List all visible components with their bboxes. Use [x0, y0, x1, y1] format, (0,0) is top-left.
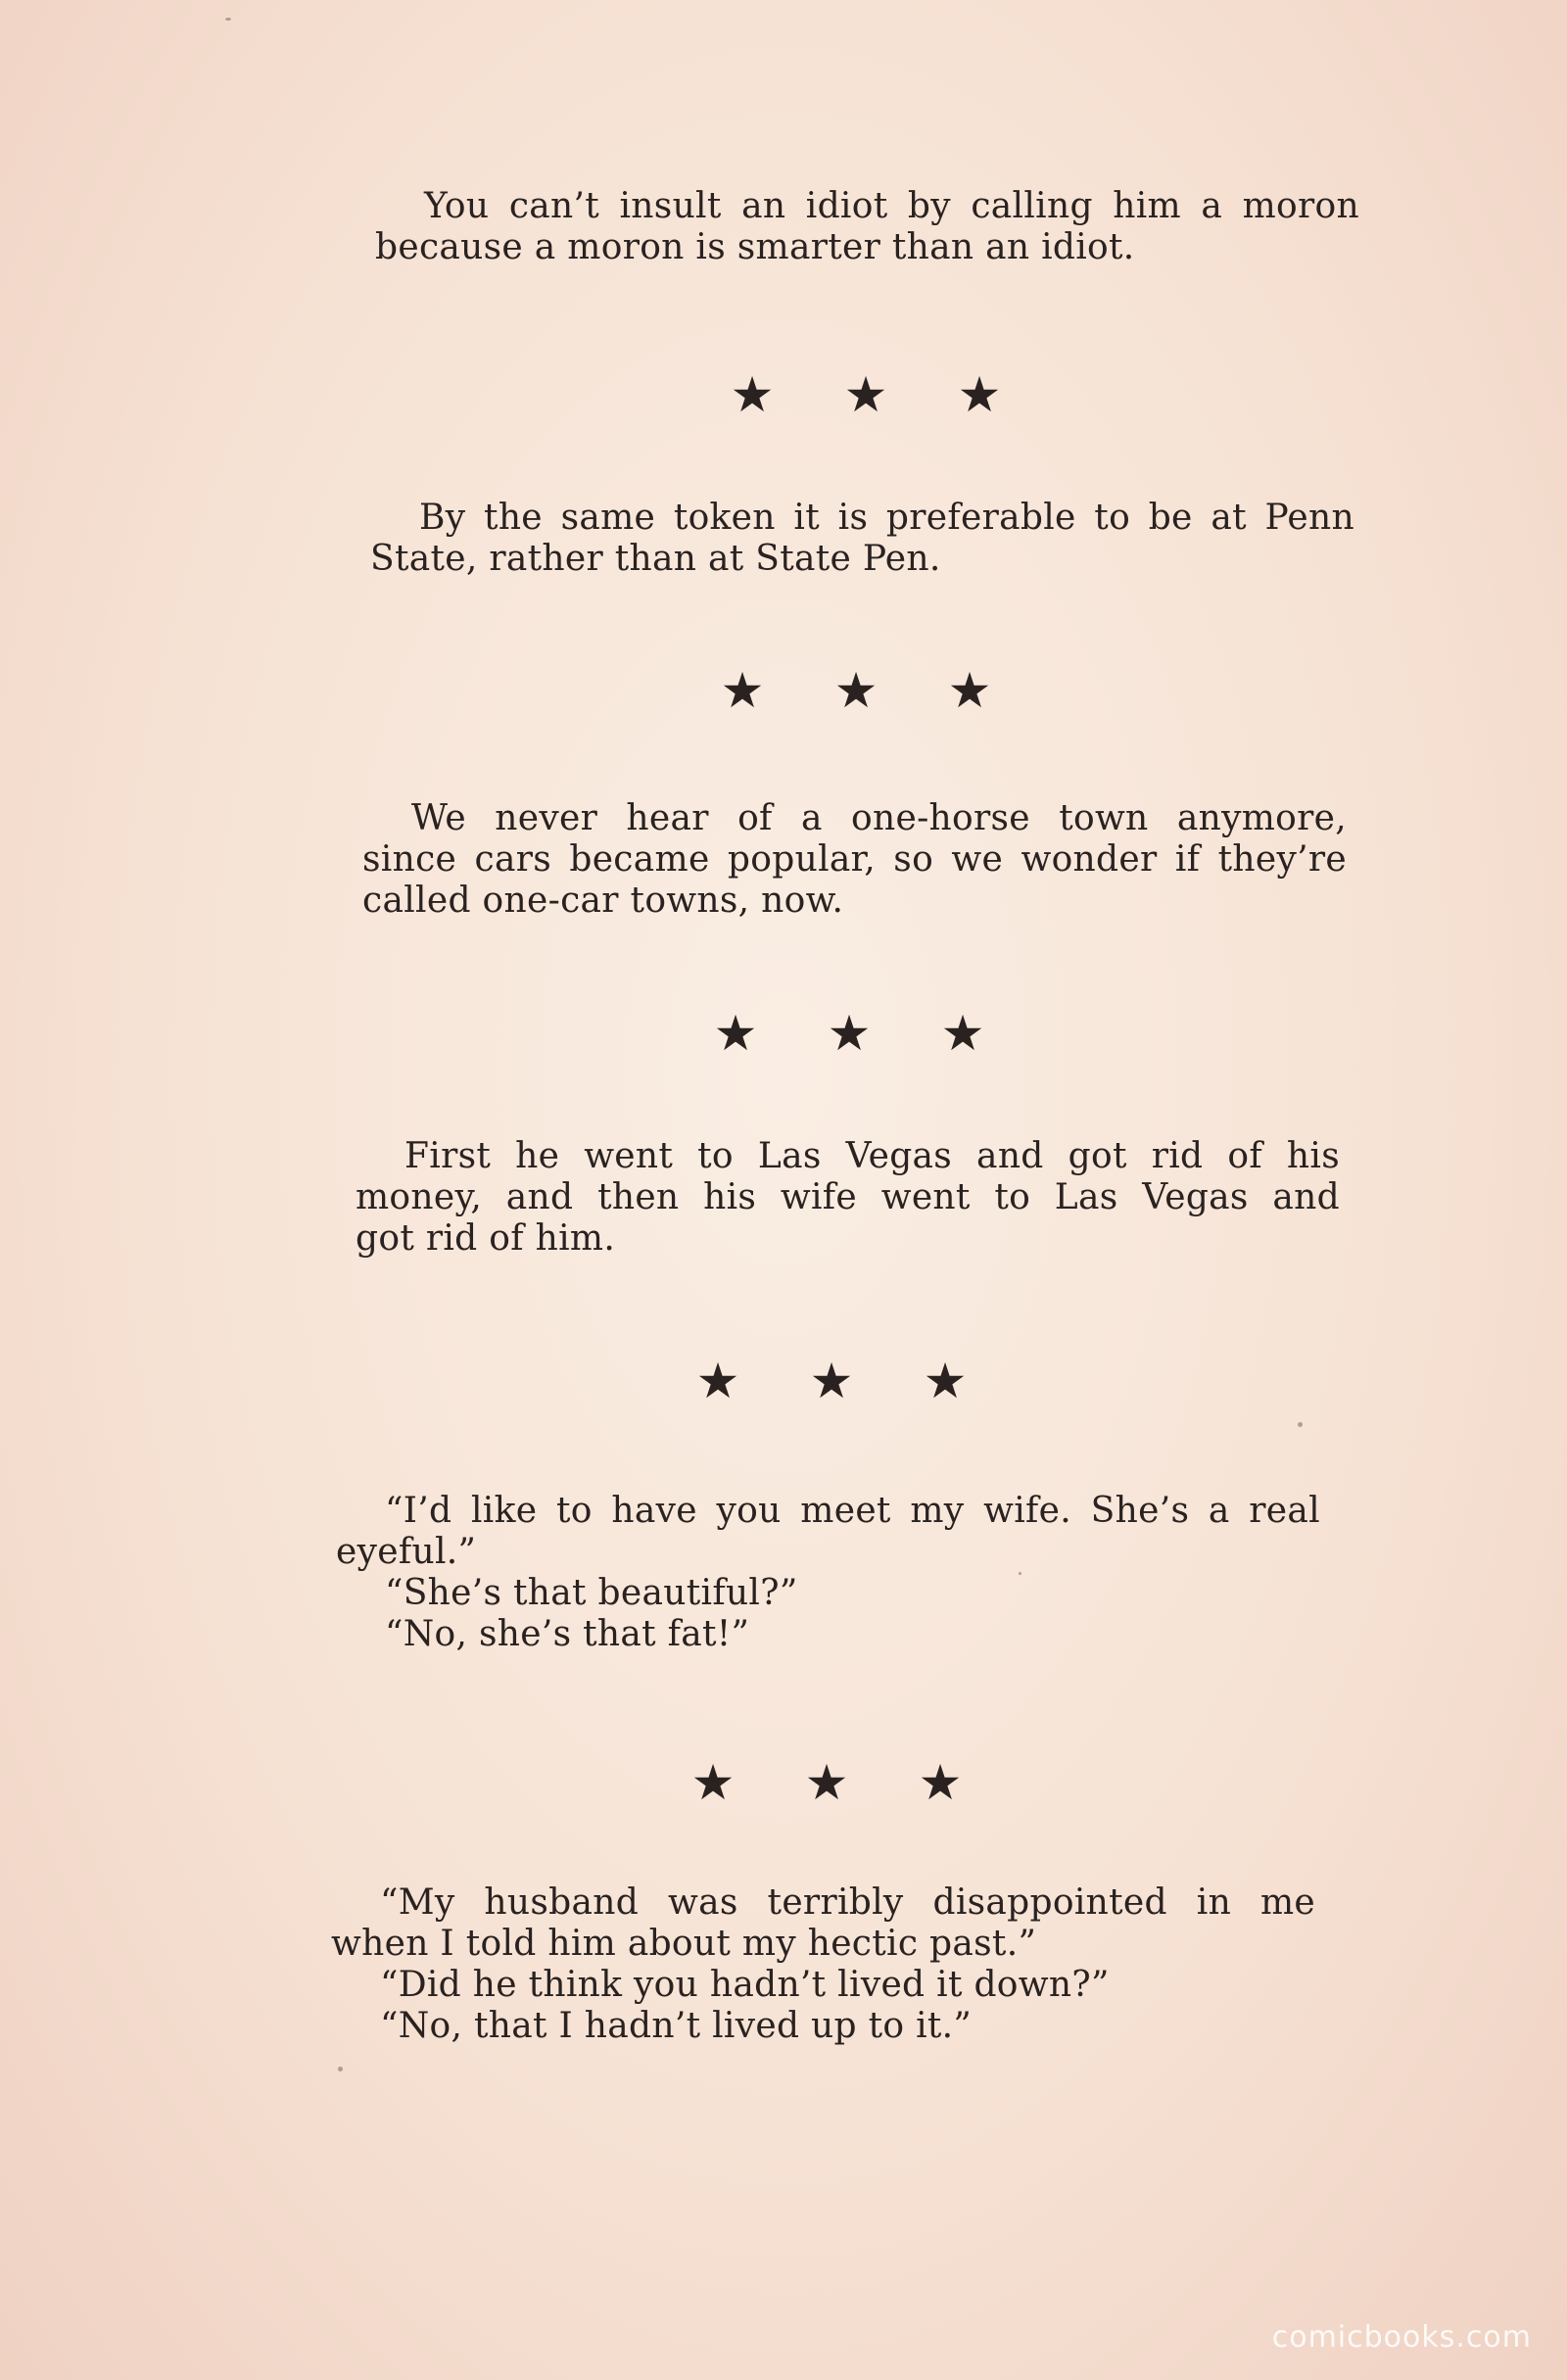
joke-line: We never hear of a one-horse town anymore,	[411, 798, 1347, 838]
joke-line: “She’s that beautiful?”	[385, 1573, 798, 1613]
joke-6	[331, 1882, 1315, 2047]
star-icon: ★	[833, 662, 878, 719]
joke-2	[370, 498, 1354, 580]
joke-line: “My husband was terribly disappointed in me	[380, 1882, 1315, 1923]
star-icon: ★	[690, 1754, 736, 1811]
joke-line: “Did he think you hadn’t lived it down?”	[380, 1965, 1110, 2005]
star-separator	[686, 662, 1026, 719]
star-icon: ★	[720, 662, 765, 719]
star-separator	[679, 1005, 1020, 1062]
joke-line: called one-car towns, now.	[362, 881, 844, 921]
paper-speck	[1298, 1422, 1303, 1427]
joke-line: State, rather than at State Pen.	[370, 539, 941, 579]
watermark: comicbooks.com	[1271, 2320, 1532, 2355]
joke-line: “I’d like to have you meet my wife. She’s a real	[385, 1491, 1320, 1531]
star-separator	[656, 1754, 997, 1811]
joke-3	[362, 798, 1347, 922]
joke-line: eyeful.”	[336, 1532, 477, 1572]
joke-1	[375, 186, 1359, 268]
joke-line: “No, she’s that fat!”	[385, 1614, 750, 1654]
star-separator	[661, 1353, 1002, 1409]
joke-line: when I told him about my hectic past.”	[331, 1924, 1037, 1964]
star-icon: ★	[713, 1005, 758, 1062]
star-icon: ★	[957, 366, 1002, 423]
joke-5	[336, 1491, 1320, 1655]
paper-speck	[225, 18, 231, 21]
star-icon: ★	[804, 1754, 849, 1811]
joke-line: By the same token it is preferable to be at Penn	[419, 498, 1354, 538]
star-icon: ★	[940, 1005, 985, 1062]
star-icon: ★	[923, 1353, 968, 1409]
joke-4	[356, 1136, 1340, 1260]
joke-line: You can’t insult an idiot by calling him a moron	[424, 186, 1359, 226]
joke-line: since cars became popular, so we wonder if they’re	[362, 839, 1347, 880]
joke-line: First he went to Las Vegas and got rid of his	[404, 1136, 1340, 1176]
joke-line: money, and then his wife went to Las Vegas and	[356, 1177, 1340, 1217]
paper-speck	[338, 2067, 343, 2071]
star-icon: ★	[695, 1353, 740, 1409]
joke-line: “No, that I hadn’t lived up to it.”	[380, 2006, 973, 2046]
star-icon: ★	[843, 366, 888, 423]
star-icon: ★	[947, 662, 992, 719]
star-icon: ★	[809, 1353, 854, 1409]
star-separator	[695, 366, 1036, 423]
joke-line: got rid of him.	[356, 1218, 616, 1259]
joke-line: because a moron is smarter than an idiot.	[375, 227, 1135, 267]
star-icon: ★	[918, 1754, 963, 1811]
star-icon: ★	[827, 1005, 872, 1062]
paper-speck	[1019, 1572, 1021, 1575]
star-icon: ★	[730, 366, 775, 423]
